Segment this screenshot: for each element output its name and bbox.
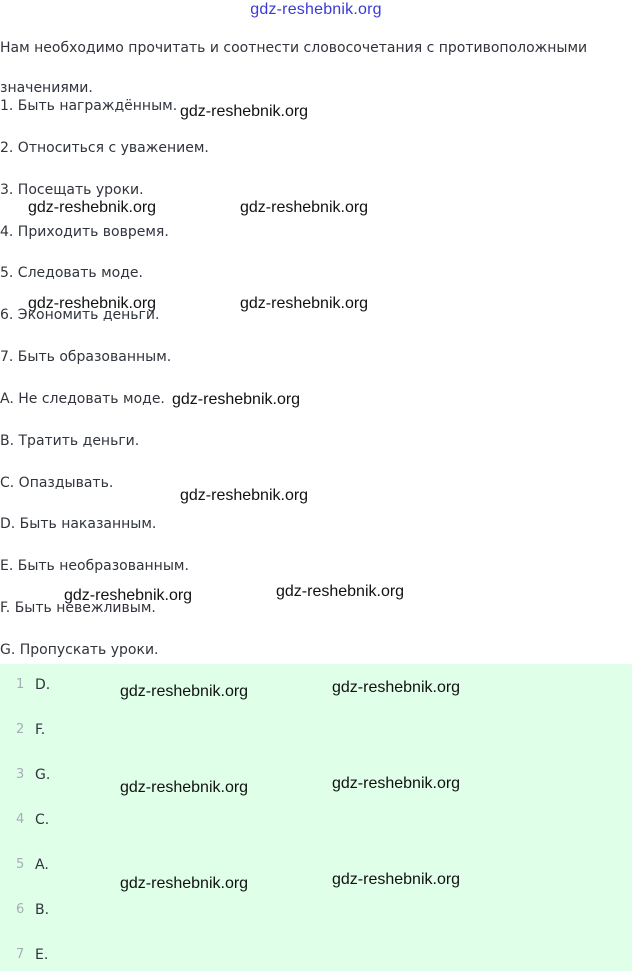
answer-number: 5 bbox=[16, 857, 25, 872]
watermark-text: gdz-reshebnik.org bbox=[332, 775, 461, 792]
opposite-item: F. Быть невежливым. bbox=[0, 600, 156, 616]
phrase-item: 6. Экономить деньги. bbox=[0, 307, 160, 323]
phrase-item: 1. Быть награждённым. bbox=[0, 98, 178, 114]
opposite-item: D. Быть наказанным. bbox=[0, 516, 157, 532]
watermark-text: gdz-reshebnik.org bbox=[180, 487, 309, 504]
watermark-text: gdz-reshebnik.org bbox=[332, 871, 461, 888]
watermark-text: gdz-reshebnik.org bbox=[240, 199, 369, 216]
watermark-text: gdz-reshebnik.org bbox=[332, 679, 461, 696]
answer-letter: B. bbox=[35, 902, 50, 918]
watermark-text: gdz-reshebnik.org bbox=[28, 295, 157, 312]
opposite-item: A. Не следовать моде. bbox=[0, 391, 165, 407]
site-watermark-header: gdz-reshebnik.org bbox=[250, 1, 382, 18]
watermark-text: gdz-reshebnik.org bbox=[276, 583, 405, 600]
answer-letter: E. bbox=[35, 947, 49, 963]
phrase-item: 3. Посещать уроки. bbox=[0, 182, 144, 198]
watermark-text: gdz-reshebnik.org bbox=[28, 199, 157, 216]
answer-letter: D. bbox=[35, 677, 51, 693]
phrase-item: 2. Относиться с уважением. bbox=[0, 140, 209, 156]
phrase-item: 4. Приходить вовремя. bbox=[0, 224, 169, 240]
answer-letter: C. bbox=[35, 812, 50, 828]
watermark-text: gdz-reshebnik.org bbox=[64, 587, 193, 604]
opposite-item: B. Тратить деньги. bbox=[0, 433, 140, 449]
watermark-text: gdz-reshebnik.org bbox=[120, 683, 249, 700]
watermark-text: gdz-reshebnik.org bbox=[240, 295, 369, 312]
watermark-text: gdz-reshebnik.org bbox=[120, 875, 249, 892]
watermark-text: gdz-reshebnik.org bbox=[180, 103, 309, 120]
answer-number: 6 bbox=[16, 902, 25, 917]
answer-letter: A. bbox=[35, 857, 49, 873]
answer-letter: G. bbox=[35, 767, 51, 783]
answer-number: 3 bbox=[16, 767, 25, 782]
watermark-text: gdz-reshebnik.org bbox=[120, 779, 249, 796]
answers-panel bbox=[0, 664, 632, 971]
phrase-item: 5. Следовать моде. bbox=[0, 265, 143, 281]
answer-number: 2 bbox=[16, 722, 25, 737]
answer-number: 1 bbox=[16, 677, 25, 692]
task-intro: Нам необходимо прочитать и соотнести словосочетания с противоположными значениями. bbox=[0, 40, 588, 96]
opposite-item: E. Быть необразованным. bbox=[0, 558, 189, 574]
answer-number: 4 bbox=[16, 812, 25, 827]
opposite-item: G. Пропускать уроки. bbox=[0, 642, 159, 658]
watermark-text: gdz-reshebnik.org bbox=[172, 391, 301, 408]
phrase-item: 7. Быть образованным. bbox=[0, 349, 172, 365]
answer-number: 7 bbox=[16, 947, 25, 962]
opposite-item: C. Опаздывать. bbox=[0, 475, 114, 491]
answer-letter: F. bbox=[35, 722, 46, 738]
